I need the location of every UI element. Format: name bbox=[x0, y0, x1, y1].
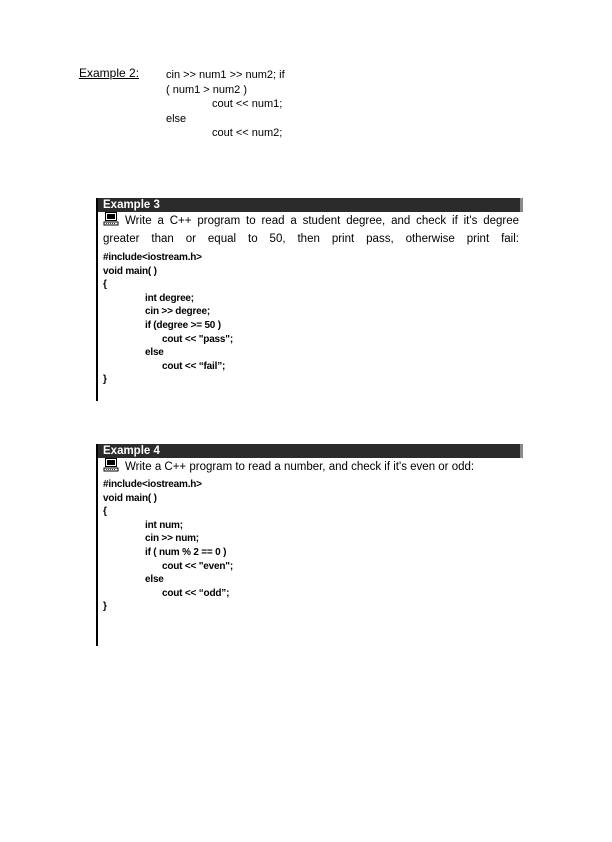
code-line: cout << num2; bbox=[212, 127, 283, 140]
example-4-box bbox=[96, 444, 523, 646]
code-line: void main( ) bbox=[103, 492, 157, 504]
example-3-description bbox=[98, 212, 523, 248]
example-3-code bbox=[98, 251, 523, 387]
example-2-label: Example 2: bbox=[79, 66, 140, 80]
code-line: cin >> num; bbox=[145, 533, 199, 545]
example-4-code bbox=[98, 478, 523, 614]
header-edge bbox=[520, 198, 523, 212]
code-line: cout << “odd”; bbox=[162, 587, 230, 599]
code-line: else bbox=[145, 574, 164, 586]
code-line: cout << "even"; bbox=[162, 560, 233, 572]
computer-icon bbox=[103, 458, 119, 472]
code-line: cout << “fail”; bbox=[162, 360, 226, 372]
code-line: cin >> num1 >> num2; if bbox=[166, 69, 285, 81]
code-line: int degree; bbox=[145, 292, 194, 304]
code-line: if (degree >= 50 ) bbox=[145, 319, 221, 331]
code-line: { bbox=[103, 279, 107, 291]
code-line: } bbox=[103, 601, 107, 613]
code-line: cout << "pass"; bbox=[162, 333, 233, 345]
description-text: Write a C++ program to read a student degree, and check if it's degree greater than or equal to 50, then print pass, otherwise print fail: bbox=[103, 215, 519, 245]
code-line: void main( ) bbox=[103, 265, 157, 277]
code-line: else bbox=[166, 112, 187, 125]
header-edge bbox=[520, 444, 523, 458]
computer-icon bbox=[103, 212, 119, 226]
code-line: cin >> degree; bbox=[145, 306, 211, 318]
code-line: #include<iostream.h> bbox=[103, 479, 202, 490]
example-3-header bbox=[98, 198, 523, 212]
example-2-code bbox=[166, 68, 285, 141]
example-4-title: Example 4 bbox=[103, 445, 160, 457]
code-line: #include<iostream.h> bbox=[103, 252, 202, 263]
example-4-header bbox=[98, 444, 523, 458]
code-line: cout << num1; bbox=[212, 98, 283, 111]
code-line: else bbox=[145, 347, 164, 359]
code-line: } bbox=[103, 374, 107, 386]
code-line: ( num1 > num2 ) bbox=[166, 83, 248, 96]
example-4-description bbox=[98, 458, 523, 476]
example-3-box bbox=[96, 198, 523, 401]
example-3-title: Example 3 bbox=[103, 199, 160, 211]
code-line: if ( num % 2 == 0 ) bbox=[145, 546, 227, 558]
code-line: { bbox=[103, 506, 107, 518]
description-text: Write a C++ program to read a number, and check if it's even or odd: bbox=[125, 461, 475, 473]
code-line: int num; bbox=[145, 519, 183, 531]
